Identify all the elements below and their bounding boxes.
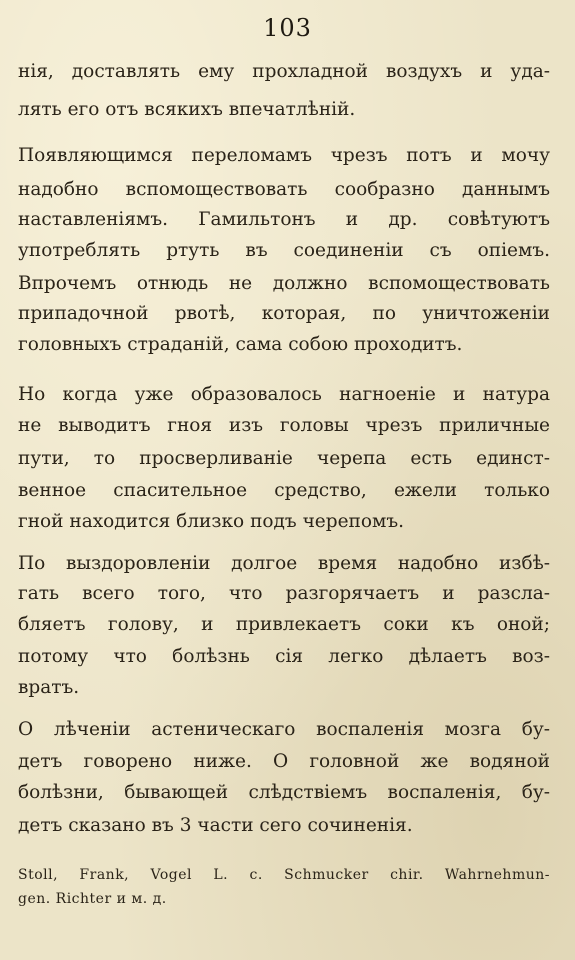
text-line: головныхъ страданій, сама собою проходитъ. xyxy=(18,334,463,355)
footnote-line: Stoll, Frank, Vogel L. c. Schmucker chir. Wahrnehmun- xyxy=(18,867,550,883)
text-line: Но когда уже образовалось нагноеніе и натура xyxy=(18,384,550,405)
text-line: По выздоровленіи долгое время надобно избѣ- xyxy=(18,553,550,574)
text-line: надобно вспомоществовать сообразно даннымъ xyxy=(18,179,550,200)
text-line: вратъ. xyxy=(18,677,80,698)
text-line: наставленіямъ. Гамильтонъ и др. совѣтуютъ xyxy=(18,209,550,230)
text-line: припадочной рвотѣ, которая, по уничтоженіи xyxy=(18,303,550,324)
text-line: венное спасительное средство, ежели только xyxy=(18,480,550,501)
text-line: детъ говорено ниже. О головной же водяной xyxy=(18,751,550,772)
text-line: бляетъ голову, и привлекаетъ соки къ оной; xyxy=(18,614,550,635)
text-line: болѣзни, бывающей слѣдствіемъ воспаленія, бу- xyxy=(18,782,550,803)
text-line: не выводитъ гноя изъ головы чрезъ приличные xyxy=(18,415,550,436)
page-number: 103 xyxy=(263,14,312,42)
text-line: Появляющимся переломамъ чрезъ потъ и мочу xyxy=(18,145,550,166)
text-line: гной находится близко подъ черепомъ. xyxy=(18,511,405,532)
text-line: Впрочемъ отнюдь не должно вспомоществовать xyxy=(18,273,550,294)
text-line: О лѣченіи астеническаго воспаленія мозга бу- xyxy=(18,719,550,740)
text-line: нія, доставлять ему прохладной воздухъ и уда- xyxy=(18,61,550,82)
text-line: пути, то просверливаніе черепа есть единст- xyxy=(18,448,550,469)
text-line: потому что болѣзнь сія легко дѣлаетъ воз- xyxy=(18,646,550,667)
text-line: употреблять ртуть въ соединеніи съ опіемъ. xyxy=(18,240,550,261)
text-line: лять его отъ всякихъ впечатлѣній. xyxy=(18,99,356,120)
footnote-line: gen. Richter и м. д. xyxy=(18,891,167,907)
text-line: гать всего того, что разгорячаетъ и разсла- xyxy=(18,583,550,604)
text-line: детъ сказано въ 3 части сего сочиненія. xyxy=(18,815,413,836)
